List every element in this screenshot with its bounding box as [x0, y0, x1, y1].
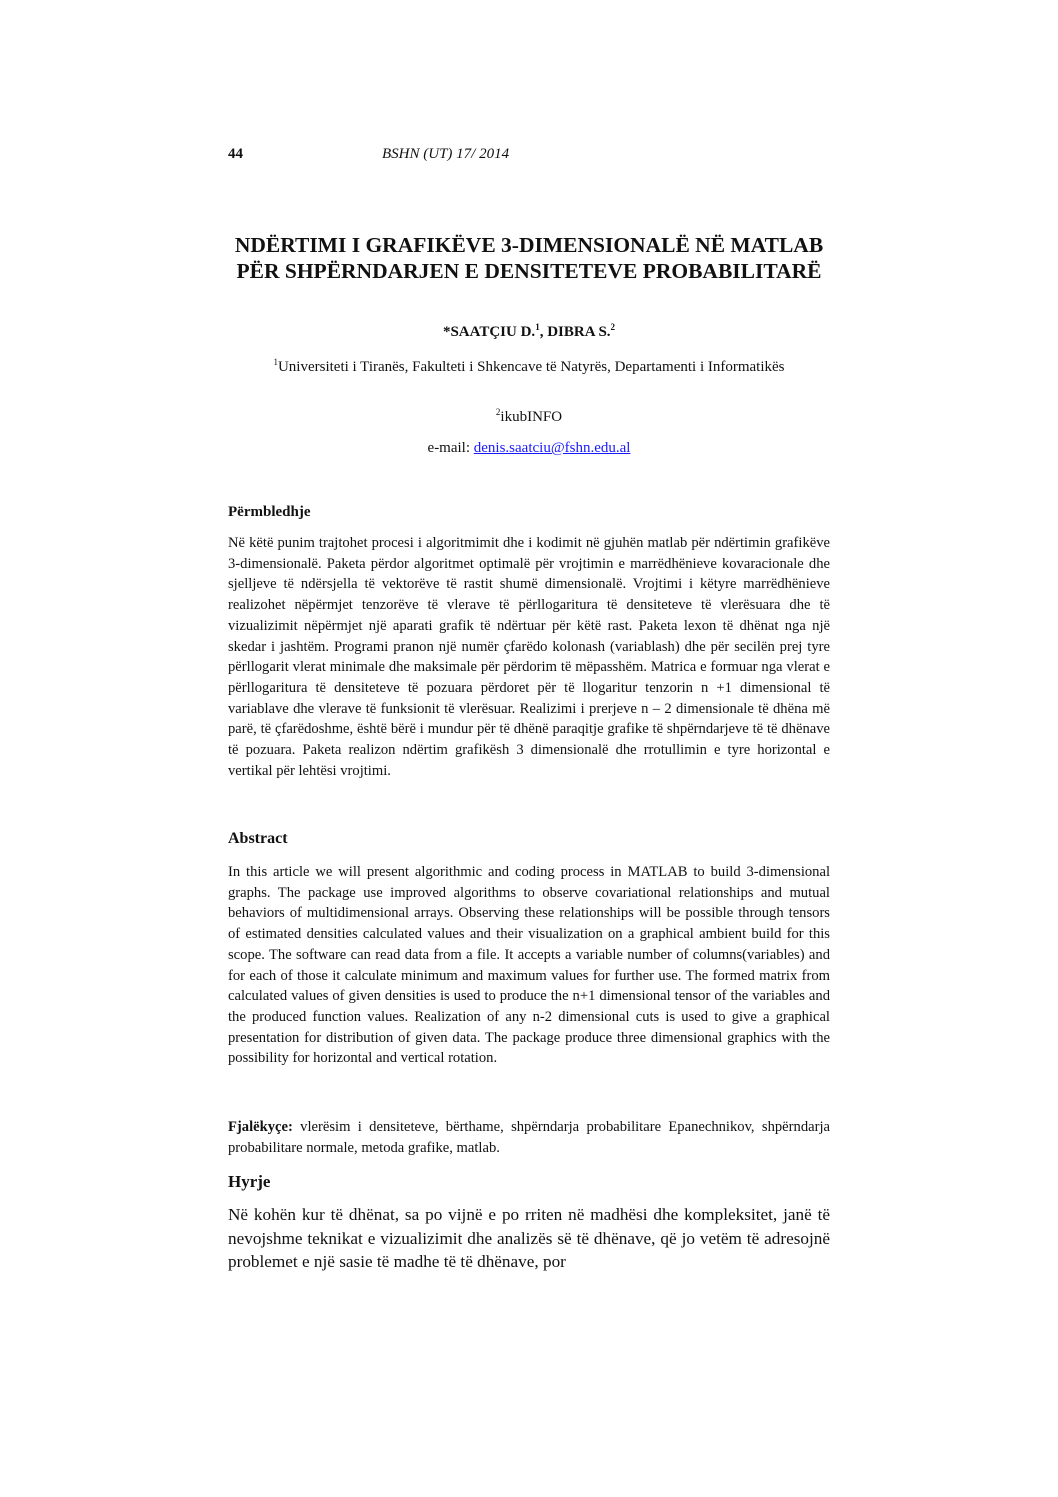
author-1: *SAATÇIU D.	[442, 324, 536, 340]
affiliation-1-mark: 1	[273, 357, 278, 367]
affiliation-2	[228, 408, 830, 427]
author-1-affiliation-mark: 1	[535, 322, 540, 332]
paper-title: NDËRTIMI I GRAFIKËVE 3-DIMENSIONALË NË MATLAB PËR SHPËRNDARJEN E DENSITETEVE PROBABILITARË	[234, 233, 824, 283]
affiliation-2-mark: 2	[495, 407, 501, 417]
author-2-affiliation-mark: 2	[610, 322, 616, 332]
affiliation-2-text: ikubINFO	[500, 409, 563, 425]
email-line	[228, 439, 830, 458]
author-2: , DIBRA S.	[539, 324, 611, 340]
running-head	[228, 146, 848, 166]
hyrje-heading: Hyrje	[228, 1172, 271, 1191]
hyrje-paragraph: Në kohën kur të dhënat, sa po vijnë e po rriten në madhësi dhe kompleksitet, janë të nevojshme teknikat e vizualizimit dhe analizës së të dhënave, që jo vetëm të adresojnë problemet e një sasie të madhe të të dhënave, por	[228, 1205, 830, 1271]
author-line	[228, 324, 830, 341]
permbledhje-paragraph: Në këtë punim trajtohet procesi i algoritmimit dhe i kodimit në gjuhën matlab për ndërtimin grafikëve 3-dimensionalë. Paketa përdor algoritmet optimalë për vrojtimin e marrëdhënieve kovaracionale dhe sjelljeve të ndërsjella të vektorëve të rastit shumë dimensionalë. Vrojtimi i këtyre marrëdhënieve realizohet nëpërmjet tenzorëve të vlerave të përllogaritura të densiteteve të vlerësuara dhe të vizualizimit nëpërmjet një aparati grafik të ndërtuar për këtë rast. Paketa lexon të dhënat nga një skedar i jashtëm. Programi pranon një numër çfarëdo kolonash (variablash) dhe për secilën prej tyre përllogarit vlerat minimale dhe maksimale për përdorim të mëpasshëm. Matrica e formuar nga vlerat e përllogaritura të densiteteve të pozuara përdoret për të llogaritur tenzorin n +1 dimensional të variablave dhe vlerave të funksionit të vlerësuar. Realizimi i prerjeve n – 2 dimensionale të dhëna më parë, të çfarëdoshme, është bërë i mundur për të dhënë paraqitje grafike të shpërndarjeve të të dhënave të pozuara. Paketa realizon ndërtim grafikësh 3 dimensionalë dhe rrotullimin e tyre horizontal e vertikal për lehtësi vrojtimi.	[228, 535, 830, 779]
keywords-label: Fjalëkyçe:	[228, 1119, 293, 1135]
affiliation-1	[228, 358, 830, 377]
permbledhje-heading: Përmbledhje	[228, 504, 311, 520]
email-link[interactable]: denis.saatciu@fshn.edu.al	[473, 440, 631, 456]
abstract-heading: Abstract	[228, 830, 288, 847]
abstract-paragraph: In this article we will present algorithmic and coding process in MATLAB to build 3-dimensional graphs. The package use improved algorithms to observe covariational relationships and mutual behaviors of multidimensional arrays. Observing these relationships will be possible through tensors of estimated densities calculated values and their visualization on a graphical ambient build for this scope. The software can read data from a file. It accepts a variable number of columns(variables) and for each of those it calculate minimum and maximum values for further use. The formed matrix from calculated values of given densities is used to produce the n+1 dimensional tensor of the variables and the produced function values. Realization of any n-2 dimensional cuts is used to give a graphical presentation for distribution of given data. The package produce three dimensional graphics with the possibility for horizontal and vertical rotation.	[228, 864, 830, 1067]
keywords-text: vlerësim i densiteteve, bërthame, shpërndarja probabilitare Epanechnikov, shpërndarja probabilitare normale, metoda grafike, matlab.	[228, 1119, 830, 1156]
email-label: e-mail:	[427, 440, 474, 456]
affiliation-1-text: Universiteti i Tiranës, Fakulteti i Shkencave të Natyrës, Departamenti i Informatikës	[277, 359, 785, 375]
journal-reference: BSHN (UT) 17/ 2014	[382, 146, 510, 162]
page-number: 44	[228, 146, 243, 162]
keywords-paragraph	[228, 1117, 830, 1158]
